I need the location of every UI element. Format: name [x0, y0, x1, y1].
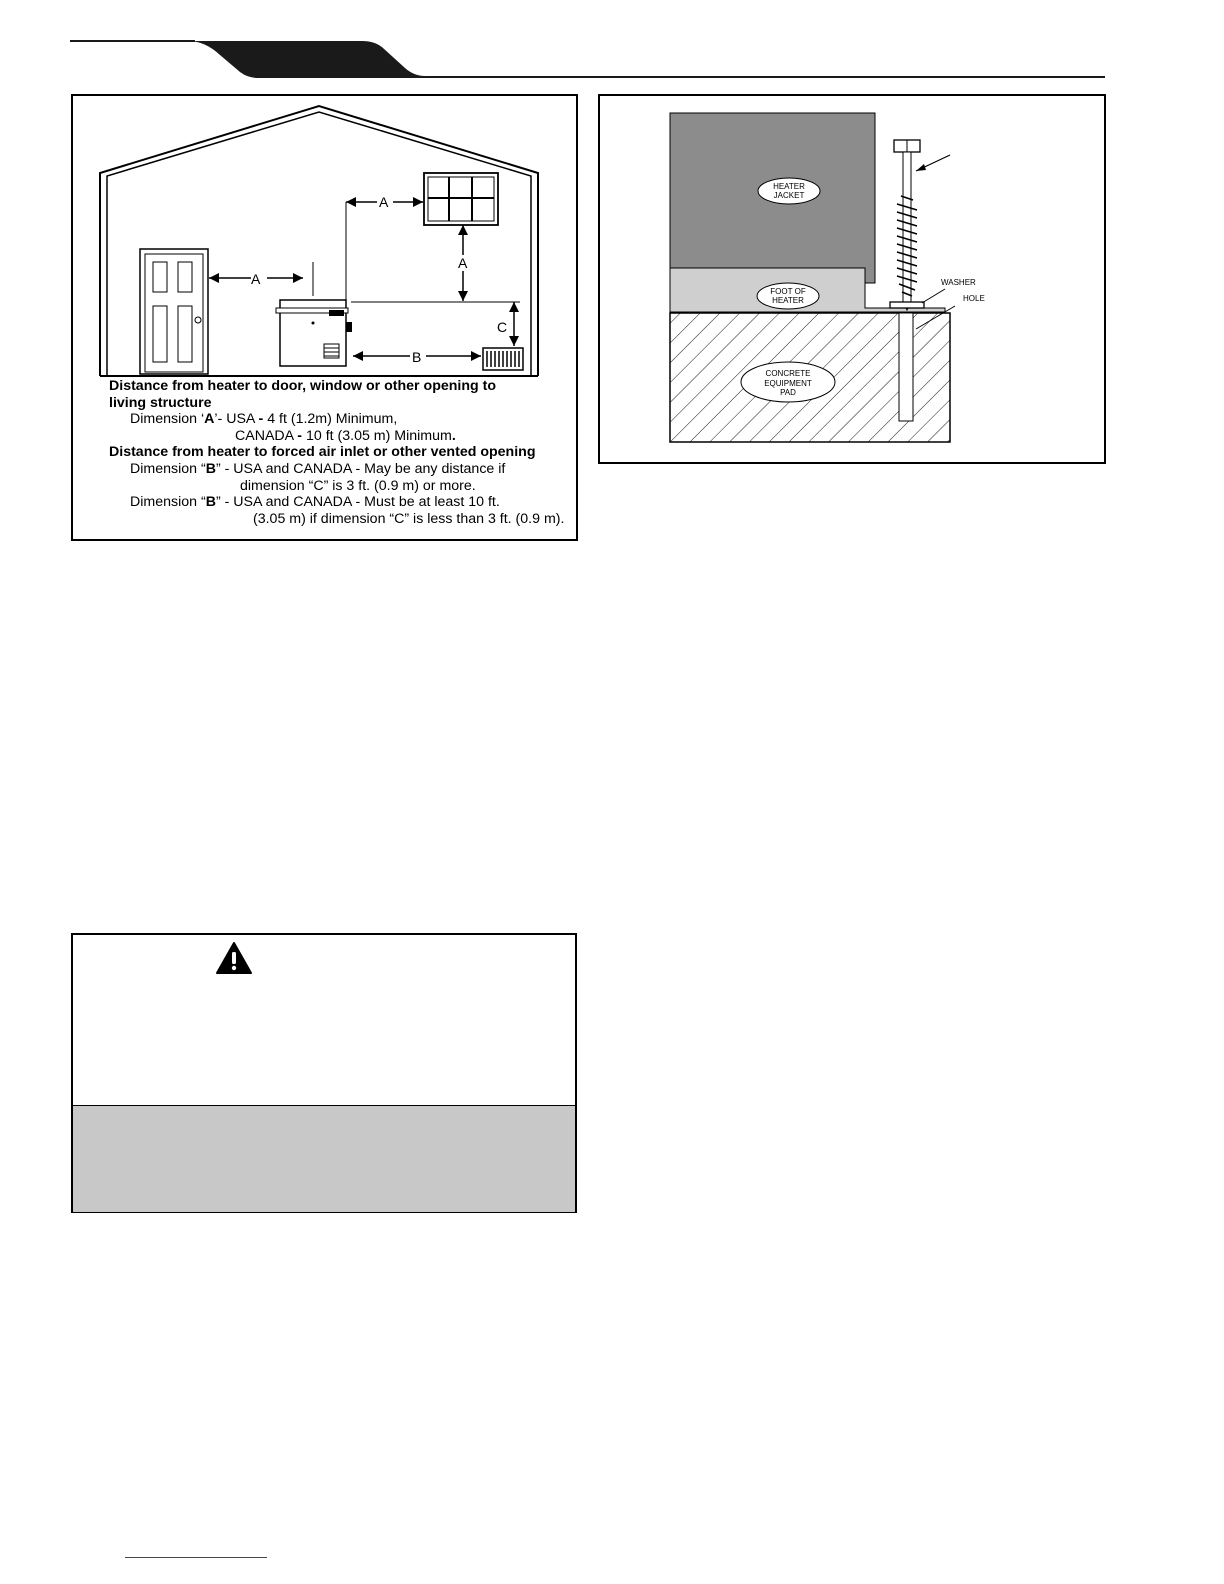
air-inlet-vent	[483, 348, 523, 370]
dim-b1-line: Dimension “B” - USA and CANADA - May be any distance if	[130, 460, 506, 477]
warning-box	[71, 933, 577, 1213]
clearance-diagram	[73, 96, 576, 386]
anchoring-diagram	[600, 96, 1104, 462]
heater-jacket-label: HEATER JACKET	[773, 182, 805, 200]
washer-label: WASHER	[941, 278, 976, 287]
dim-b-label: B	[412, 349, 422, 365]
anchoring-figure	[598, 94, 1106, 464]
page-header-band	[0, 0, 1224, 90]
dim-a-window-vertical-label: A	[458, 255, 468, 271]
clearance-figure	[71, 94, 578, 541]
dim-a-door-label: A	[251, 271, 261, 287]
caption-heading-2: Distance from heater to forced air inlet or other vented opening	[109, 444, 536, 461]
hole-label: HOLE	[963, 294, 985, 303]
caption-heading-1: Distance from heater to door, window or other opening to living structure	[109, 378, 497, 411]
footer-link-underline[interactable]	[125, 1557, 267, 1558]
warning-triangle-icon	[215, 941, 253, 975]
anchor-screw	[890, 140, 924, 310]
dim-a-window-horizontal-label: A	[379, 194, 389, 210]
clearance-caption	[109, 378, 569, 527]
concrete-pad-label: CONCRETE EQUIPMENT PAD	[764, 369, 812, 397]
door-drawing	[140, 249, 208, 374]
dim-b2-line: Dimension “B” - USA and CANADA - Must be at least 10 ft.	[130, 494, 500, 511]
dim-a-canada-line: CANADA - 10 ft (3.05 m) Minimum.	[235, 427, 456, 444]
heater-drawing	[276, 300, 352, 366]
dim-b2-line2: (3.05 m) if dimension “C” is less than 3 ft. (0.9 m).	[253, 510, 565, 527]
warning-box-shaded-section	[73, 1105, 575, 1212]
dim-c-label: C	[497, 319, 508, 335]
foot-of-heater-label: FOOT OF HEATER	[770, 287, 806, 305]
window-drawing	[424, 173, 498, 225]
dim-a-usa-line: Dimension ‘A’- USA - 4 ft (1.2m) Minimum,	[130, 411, 398, 428]
dim-b1-line2: dimension “C” is 3 ft. (0.9 m) or more.	[240, 477, 476, 494]
